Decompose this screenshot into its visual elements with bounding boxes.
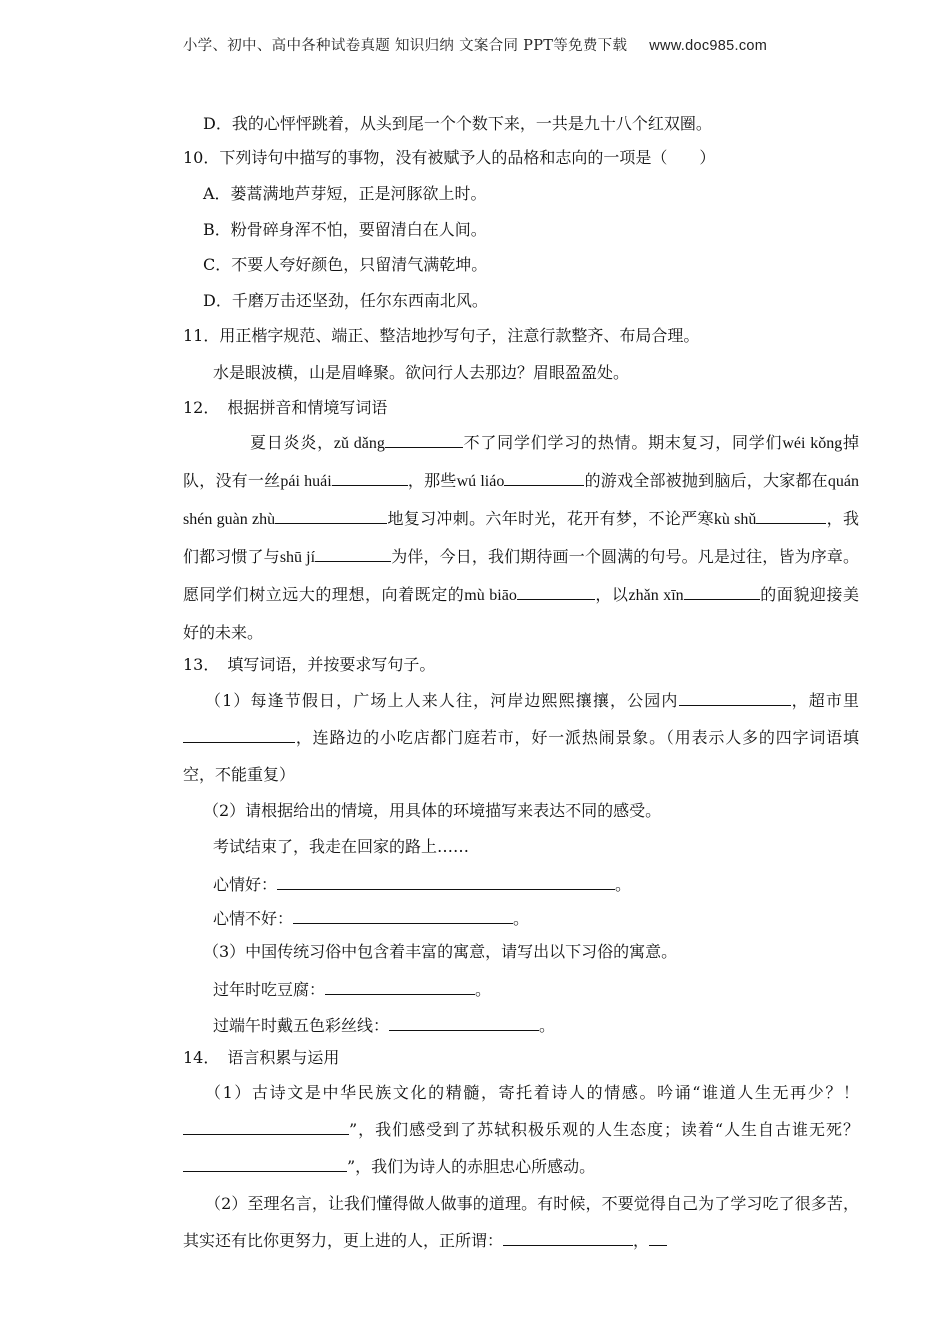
q10-stem: 10．下列诗句中描写的事物，没有被赋予人的品格和志向的一项是（ ） bbox=[183, 148, 716, 167]
q13-s2-context: 考试结束了，我走在回家的路上…… bbox=[213, 837, 470, 856]
q13-s2-bad: 心情不好： 。 bbox=[213, 909, 530, 928]
page-header bbox=[0, 34, 950, 55]
header-text: 小学、初中、高中各种试卷真题 知识归纳 文案合同 PPT等免费下载 bbox=[182, 38, 628, 54]
q14-s2: （2）至理名言，让我们懂得做人做事的道理。有时候，不要觉得自己为了学习吃了很多苦，其实还有比你更努力，更上进的人，正所谓： ， bbox=[183, 1194, 859, 1250]
q9-option-d: D．我的心怦怦跳着，从头到尾一个个数下来，一共是九十八个红双圈。 bbox=[203, 114, 712, 133]
q13-s2-stem: （2）请根据给出的情境，用具体的环境描写来表达不同的感受。 bbox=[203, 801, 662, 820]
blank-park[interactable] bbox=[679, 689, 791, 706]
blank-wu-liao[interactable] bbox=[504, 469, 584, 486]
blank-saying-2[interactable] bbox=[649, 1229, 667, 1246]
q14-s1: （1）古诗文是中华民族文化的精髓，寄托着诗人的情感。吟诵“谁道人生无再少？！”，我们感受到了苏轼积极乐观的人生态度；读着“人生自古谁无死？”，我们为诗人的赤胆忠心所感动。 bbox=[183, 1074, 859, 1185]
blank-zu-dang[interactable] bbox=[385, 431, 463, 448]
q10-option-a: A．蒌蒿满地芦芽短，正是河豚欲上时。 bbox=[203, 184, 487, 203]
q12-passage: 夏日炎炎，zǔ dǎng 不了同学们学习的热情。期末复习，同学们wéi kǒng掉队，没有一丝pái huái ，那些wú liáo 的游戏全部被抛到脑后，大家都在quán shén guàn zhù 地复习冲刺。六年时光，花开有梦，不论严寒kù shǔ ，我们都习惯了与shū jí 为伴，今日，我们期待画一个圆满的句号。凡是过往，皆为序章。愿同学们树立远大的理想，向着既定的mù biāo ，以zhǎn xīn 的面貌迎接美好的未来。 bbox=[183, 433, 859, 642]
q11-stem: 11．用正楷字规范、端正、整洁地抄写句子，注意行款整齐、布局合理。 bbox=[183, 326, 700, 345]
blank-mood-bad[interactable] bbox=[293, 907, 513, 924]
q10-option-d: D．千磨万击还坚劲，任尔东西南北风。 bbox=[203, 291, 488, 310]
blank-mu-biao[interactable] bbox=[517, 583, 595, 600]
blank-mood-good[interactable] bbox=[277, 873, 615, 890]
blank-shu-ji[interactable] bbox=[315, 545, 391, 562]
blank-silk-thread[interactable] bbox=[389, 1014, 539, 1031]
q13-s2-good: 心情好： 。 bbox=[213, 875, 632, 894]
q13-s3-silk: 过端午时戴五色彩丝线： 。 bbox=[213, 1016, 556, 1035]
q13-s1: （1）每逢节假日，广场上人来人往，河岸边熙熙攘攘，公园内 ，超市里，连路边的小吃店都门庭若市，好一派热闹景象。（用表示人多的四字词语填空，不能重复） bbox=[183, 691, 859, 784]
blank-supermarket[interactable] bbox=[183, 726, 295, 743]
q13-s3-tofu: 过年时吃豆腐： 。 bbox=[213, 980, 492, 999]
blank-su-shi-line[interactable] bbox=[183, 1118, 349, 1135]
q13-stem: 13． 填写词语，并按要求写句子。 bbox=[183, 655, 436, 674]
q10-option-c: C．不要人夸好颜色，只留清气满乾坤。 bbox=[203, 255, 488, 274]
q11-text: 水是眼波横，山是眉峰聚。欲问行人去那边？眉眼盈盈处。 bbox=[213, 363, 630, 382]
q10-option-b: B．粉骨碎身浑不怕，要留清白在人间。 bbox=[203, 220, 487, 239]
blank-wen-tianxiang-line[interactable] bbox=[183, 1155, 347, 1172]
blank-quan-shen-guan-zhu[interactable] bbox=[275, 507, 387, 524]
blank-zhan-xin[interactable] bbox=[684, 583, 760, 600]
q12-stem: 12． 根据拼音和情境写词语 bbox=[183, 398, 388, 417]
blank-saying-1[interactable] bbox=[503, 1229, 633, 1246]
q14-stem: 14． 语言积累与运用 bbox=[183, 1048, 340, 1067]
blank-ku-shu[interactable] bbox=[756, 507, 826, 524]
blank-tofu[interactable] bbox=[325, 978, 475, 995]
blank-pai-huai[interactable] bbox=[332, 469, 408, 486]
header-site: www.doc985.com bbox=[649, 38, 768, 54]
q13-s3-stem: （3）中国传统习俗中包含着丰富的寓意，请写出以下习俗的寓意。 bbox=[203, 942, 678, 961]
